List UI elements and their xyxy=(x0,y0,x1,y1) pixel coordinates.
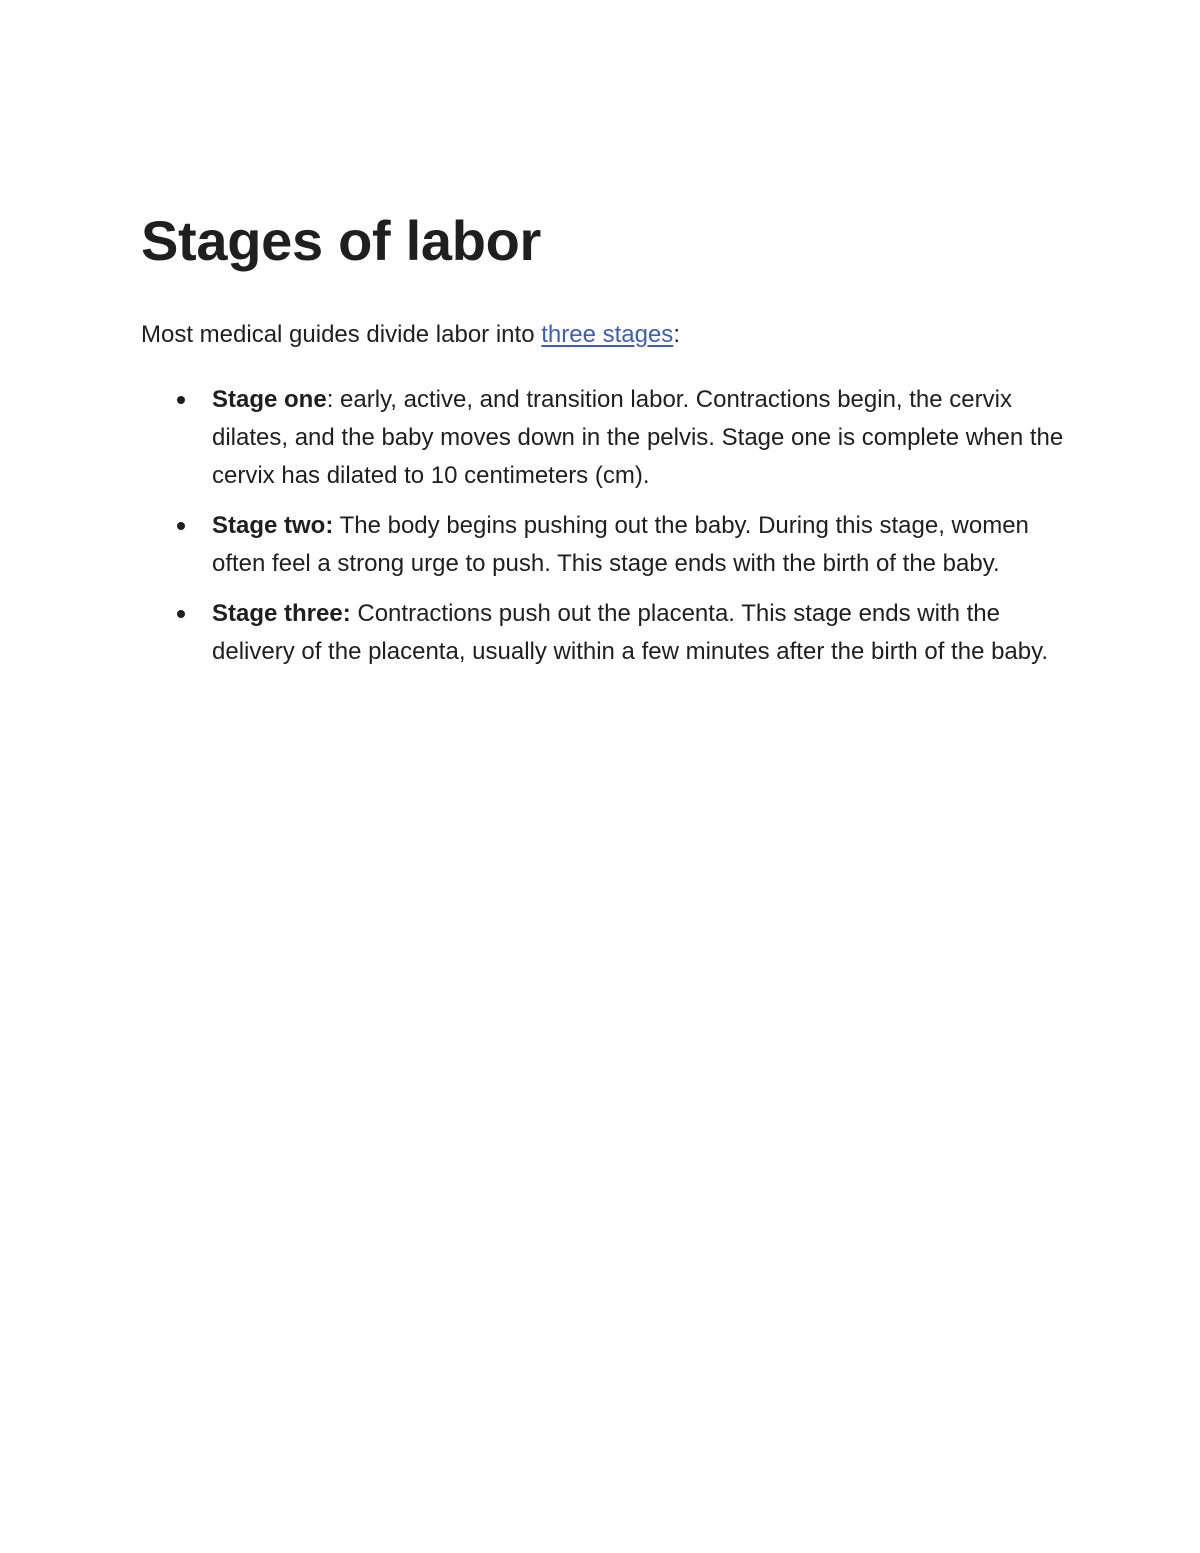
stage-label: Stage one xyxy=(212,386,327,413)
stage-label: Stage three: xyxy=(212,600,351,627)
stage-description: The body begins pushing out the baby. During this stage, women often feel a strong urge to push. This stage ends with the birth of the baby. xyxy=(212,512,1029,577)
intro-colon: : xyxy=(673,321,680,348)
three-stages-link[interactable]: three stages xyxy=(541,321,674,348)
stage-separator: : xyxy=(326,386,341,413)
list-item-stage-three xyxy=(141,595,1071,671)
page-title: Stages of labor xyxy=(141,209,542,272)
intro-paragraph xyxy=(141,317,1071,353)
list-item-stage-one xyxy=(141,381,1071,495)
intro-text: Most medical guides divide labor into xyxy=(141,321,542,348)
stage-description: early, active, and transition labor. Contractions begin, the cervix dilates, and the baby moves down in the pelvis. Stage one is complete when the cervix has dilated to 10 centimeters (cm). xyxy=(212,386,1064,489)
stage-label: Stage two: xyxy=(212,512,334,539)
document-page xyxy=(141,205,1071,683)
bullet-icon xyxy=(177,610,185,618)
bullet-icon xyxy=(177,396,185,404)
list-item-stage-two xyxy=(141,507,1071,583)
stage-description: Contractions push out the placenta. This stage ends with the delivery of the placenta, usually within a few minutes after the birth of the baby. xyxy=(212,600,1049,665)
stage-list xyxy=(141,381,1071,671)
bullet-icon xyxy=(177,522,185,530)
